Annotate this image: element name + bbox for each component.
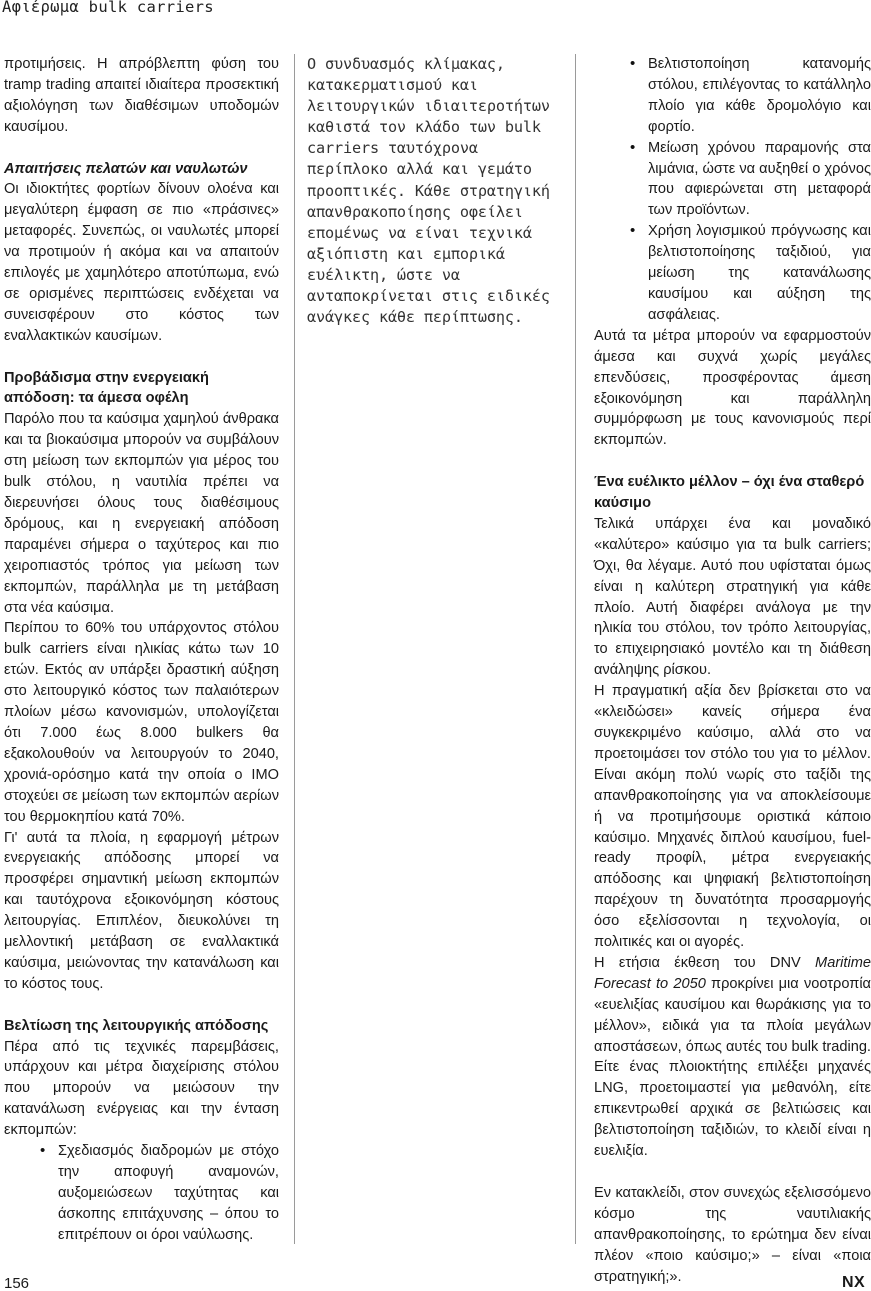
report-outro-text: προκρίνει μια νοοτροπία «ευελιξίας καυσίμου και θωράκισης για το μέλλον», ειδικά για τα πλοία μεγάλων αποστάσεων, όπως αυτές του bulk trading. Είτε ένας πλοιοκτήτης επιλέξει μηχανές LNG, προετοιμαστεί για μεθανόλη, είτε επικεντρωθεί αρχικά σε βελτιώσεις και βελτιστοποίηση ταξιδιών, το κλειδί είναι η ευελιξία. [594,975,871,1160]
heading-client-demands: Απαιτήσεις πελατών και ναυλωτών [4,160,248,177]
heading-operational-efficiency: Βελτίωση της λειτουργικής απόδοσης [4,1017,269,1034]
column-divider-right [575,54,576,1244]
measures-list-left [58,1141,279,1246]
column-divider-left [294,54,295,1244]
page-number: 156 [4,1275,30,1291]
paragraph-energy-efficiency-1: Παρόλο που τα καύσιμα χαμηλού άνθρακα και τα βιοκαύσιμα μπορούν να συμβάλουν στη μείωση των εκπομπών για μέρος του bulk στόλου, η ναυτιλία πρέπει να διερευνήσει όλους τους διαθέσιμους δρόμους, και η ενεργειακή απόδοση παραμένει σήμερα ο ταχύτερος και πιο χειροπιαστός τρόπος για μείωση των εκπομπών, παράλληλα με τη μετάβαση στα νέα καύσιμα. [4,411,279,616]
pull-quote: Ο συνδυασμός κλίμακας, κατακερματισμού και λειτουργικών ιδιαιτεροτήτων καθιστά τον κλάδο των bulk carriers ταυτόχρονα περίπλοκο αλλά και γεμάτο προοπτικές. Κάθε στρατηγική απανθρακοποίησης οφείλει επομένως να είναι τεχνικά αξιόπιστη και εμπορικά ευέλικτη, ώστε να ανταποκρίνεται στις ειδικές ανάγκες κάθε περίπτωσης. [307,55,550,327]
paragraph-flexible-future-3 [594,953,871,1162]
paragraph-energy-efficiency-2: Περίπου το 60% του υπάρχοντος στόλου bulk carriers είναι ηλικίας κάτω των 10 ετών. Εκτός αν υπάρξει δραστική αύξηση στο λειτουργικό κόστος των παλαιότερων πλοίων μέσω κανονισμών, υπολογίζεται ότι 7.000 έως 8.000 bulkers θα εξακολουθούν να λειτουργούν το 2040, χρονιά-ορόσημο κατά την οποία ο IMO στοχεύει σε μείωση των εκπομπών αερίων του θερμοκηπίου κατά 70%. [4,620,279,825]
report-intro-text: Η ετήσια έκθεση του DNV [594,954,816,971]
list-item: • Σχεδιασμός διαδρομών με στόχο την αποφυγή αναμονών, αυξομειώσεων ταχύτητας και άσκοπης επιτάχυνσης – όπου το επιτρέπουν οι όροι ναύλωσης. [58,1141,279,1246]
paragraph-operational-efficiency: Πέρα από τις τεχνικές παρεμβάσεις, υπάρχουν και μέτρα διαχείρισης στόλου που μπορούν να μειώσουν την κατανάλωση ενέργειας και την ένταση εκπομπών: [4,1038,279,1139]
column-right [594,54,871,1287]
intro-paragraph: προτιμήσεις. Η απρόβλεπτη φύση του tramp trading απαιτεί ιδιαίτερα προσεκτική αξιολόγηση των διαθέσιμων υποδομών καυσίμου. [4,56,279,135]
heading-energy-efficiency: Προβάδισμα στην ενεργειακή απόδοση: τα άμεσα οφέλη [4,369,209,407]
paragraph-measures-summary: Αυτά τα μέτρα μπορούν να εφαρμοστούν άμεσα και συχνά χωρίς μεγάλες επενδύσεις, προσφέροντας άμεση εξοικονόμηση και παράλληλη συμμόρφωση με τους κανονισμούς περί εκπομπών. [594,327,871,449]
paragraph-energy-efficiency-3: Γι' αυτά τα πλοία, η εφαρμογή μέτρων ενεργειακής απόδοσης μπορεί να προσφέρει σημαντική μείωση εκπομπών και ταυτόχρονα εξοικονόμηση κόστους λειτουργίας. Επιπλέον, διευκολύνει τη μελλοντική μετάβαση σε εναλλακτικά καύσιμα, μειώνοντας την κατανάλωση και το κόστος τους. [4,829,279,992]
paragraph-client-demands: Οι ιδιοκτήτες φορτίων δίνουν ολοένα και μεγαλύτερη έμφαση σε πιο «πράσινες» μεταφορές. Συνεπώς, οι ναυλωτές μπορεί να προτιμούν ή ακόμα και να απαιτούν επιλογές με χαμηλότερο αποτύπωμα, ενώ σε ορισμένες περιπτώσεις ενδέχεται να συνεισφέρουν στο κόστος των εναλλακτικών καυσίμων. [4,181,279,344]
section-title: Αφιέρωμα bulk carriers [2,0,214,16]
list-item: • Χρήση λογισμικού πρόγνωσης και βελτιστοποίησης ταξιδιού, για μείωση της κατανάλωσης καυσίμου και αύξηση της ασφάλειας. [648,221,871,326]
list-item: • Βελτιστοποίηση κατανομής στόλου, επιλέγοντας το κατάλληλο πλοίο για κάθε δρομολόγιο και φορτίο. [648,54,871,138]
measures-list-right [648,54,871,326]
magazine-logo: NX [842,1274,866,1291]
heading-flexible-future: Ένα ευέλικτο μέλλον – όχι ένα σταθερό καύσιμο [594,474,865,512]
paragraph-flexible-future-2: Η πραγματική αξία δεν βρίσκεται στο να «κλειδώσει» κανείς σήμερα ένα συγκεκριμένο καύσιμο, αλλά στο να προετοιμάσει τον στόλο του για το μέλλον. Είναι ακόμη πολύ νωρίς στο ταξίδι της απανθρακοποίησης για να αποκλείσουμε ή να προτιμήσουμε οριστικά κάποιο καύσιμο. Μηχανές διπλού καυσίμου, fuel-ready προφίλ, μέτρα ενεργειακής απόδοσης και ψηφιακή βελτιστοποίηση παρέχουν τη δυνατότητα προσαρμογής όσο εξελίσσονται η τεχνολογία, οι πολιτικές και οι αγορές. [594,683,871,951]
list-item: • Μείωση χρόνου παραμονής στα λιμάνια, ώστε να αυξηθεί ο χρόνος που αφιερώνεται στη μεταφορά των προϊόντων. [648,138,871,222]
column-left [4,54,279,1246]
paragraph-flexible-future-1: Τελικά υπάρχει ένα και μοναδικό «καλύτερο» καύσιμο για τα bulk carriers; Όχι, θα λέγαμε. Αυτό που υφίσταται όμως είναι η καλύτερη στρατηγική για κάθε πλοίο. Αυτή διαφέρει ανάλογα με την ηλικία του στόλου, τον τρόπο λειτουργίας, το επιχειρησιακό μοντέλο και τη διάθεση ανάληψης ρίσκου. [594,515,871,679]
report-title: Maritime Forecast to 2050 [594,954,871,992]
paragraph-conclusion: Εν κατακλείδι, στον συνεχώς εξελισσόμενο κόσμο της ναυτιλιακής απανθρακοποίησης, το ερώτημα δεν είναι πλέον «ποιο καύσιμο;» – είναι «ποια στρατηγική;». [594,1184,871,1285]
